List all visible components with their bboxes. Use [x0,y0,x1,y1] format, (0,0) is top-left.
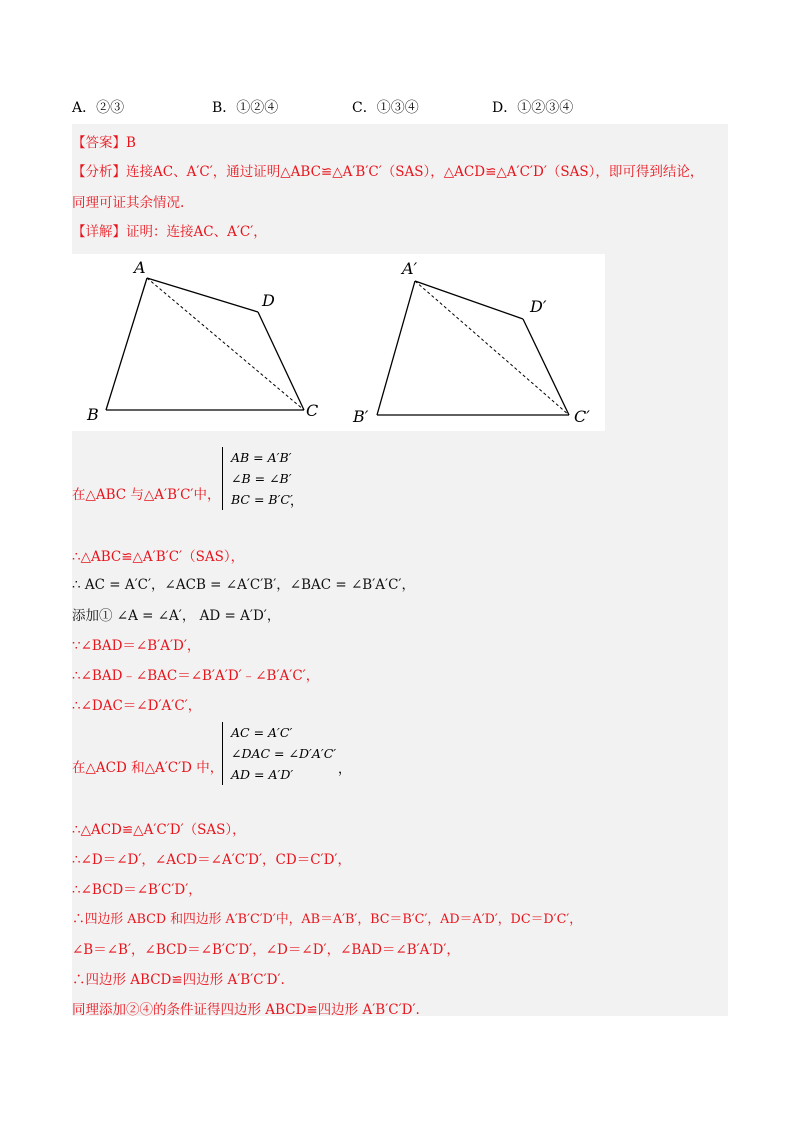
label-c: C [306,401,319,420]
step-8-eq-3: AD = A′D′ [231,767,294,782]
step-11: ∴∠BCD＝∠B′C′D′， [72,882,202,898]
analysis-line-2: 同理可证其余情况. [72,195,185,211]
quadrilateral-figure [72,254,605,431]
step-1-suffix: ， [290,494,304,509]
step-1-prefix: 在△ABC 与△A′B′C′中， [72,487,221,503]
step-12: ∴四边形 ABCD 和四边形 A′B′C′D′中，AB＝A′B′，BC＝B′C′，AD＝A′D′，DC＝D′C′， [72,912,583,927]
step-10: ∴∠D＝∠D′，∠ACD＝∠A′C′D′，CD＝C′D′， [72,852,351,868]
step-1-eq-2: ∠B = ∠B′ [231,471,292,486]
option-a: A．②③ [72,100,125,116]
step-6: ∴∠BAD﹣∠BAC＝∠B′A′D′﹣∠B′A′C′， [72,668,320,684]
step-4: 添加① ∠A = ∠A′， AD = A′D′， [72,608,281,624]
option-b: B．①②④ [212,100,279,116]
step-1-system [222,447,293,510]
step-8-system [222,722,336,785]
step-13: ∠B＝∠B′，∠BCD＝∠B′C′D′，∠D＝∠D′，∠BAD＝∠B′A′D′， [72,942,460,958]
label-a-prime: A′ [402,259,418,278]
detail-text: 证明：连接AC、A′C′， [126,224,267,240]
answer-tag: 【答案】 [72,135,126,151]
label-d-prime: D′ [530,297,547,316]
step-2: ∴△ABC≌△A′B′C′（SAS）， [72,549,245,565]
step-15: 同理添加②④的条件证得四边形 ABCD≌四边形 A′B′C′D′. [72,1002,420,1018]
label-d: D [262,291,275,310]
step-9: ∴△ACD≌△A′C′D′（SAS）， [72,822,246,838]
step-14: ∴四边形 ABCD≌四边形 A′B′C′D′. [72,972,285,988]
answer-value: B [126,135,136,151]
label-a: A [134,258,146,277]
option-d: D．①②③④ [492,100,574,116]
analysis-text-1: 连接AC、A′C′，通过证明△ABC≌△A′B′C′（SAS），△ACD≌△A′C′D′（SAS），即可得到结论， [126,164,704,180]
step-7: ∴∠DAC＝∠D′A′C′， [72,698,202,714]
step-5: ∵∠BAD＝∠B′A′D′， [72,638,201,654]
analysis-tag: 【分析】 [72,164,126,180]
detail-line [72,220,267,240]
step-8-prefix: 在△ACD 和△A′C′D 中， [72,760,224,776]
step-8-eq-2: ∠DAC = ∠D′A′C′ [231,746,337,761]
step-1-eq-3: BC = B′C′ [231,492,293,507]
option-c: C．①③④ [352,100,419,116]
figure-svg [72,254,605,431]
step-8-suffix: ， [338,762,352,777]
answer-line [72,131,136,151]
quadrilateral-abcd [86,258,318,424]
step-1-eq-1: AB = A′B′ [231,450,292,465]
label-b: B [87,405,99,424]
label-b-prime: B′ [353,407,369,426]
label-c-prime: C′ [574,407,590,426]
analysis-line-1 [72,160,703,180]
step-8-eq-1: AC = A′C′ [231,725,293,740]
quadrilateral-abcd-prime [352,259,590,426]
step-3: ∴ AC = A′C′，∠ACB = ∠A′C′B′，∠BAC = ∠B′A′C′， [72,577,415,593]
detail-tag: 【详解】 [72,224,126,240]
